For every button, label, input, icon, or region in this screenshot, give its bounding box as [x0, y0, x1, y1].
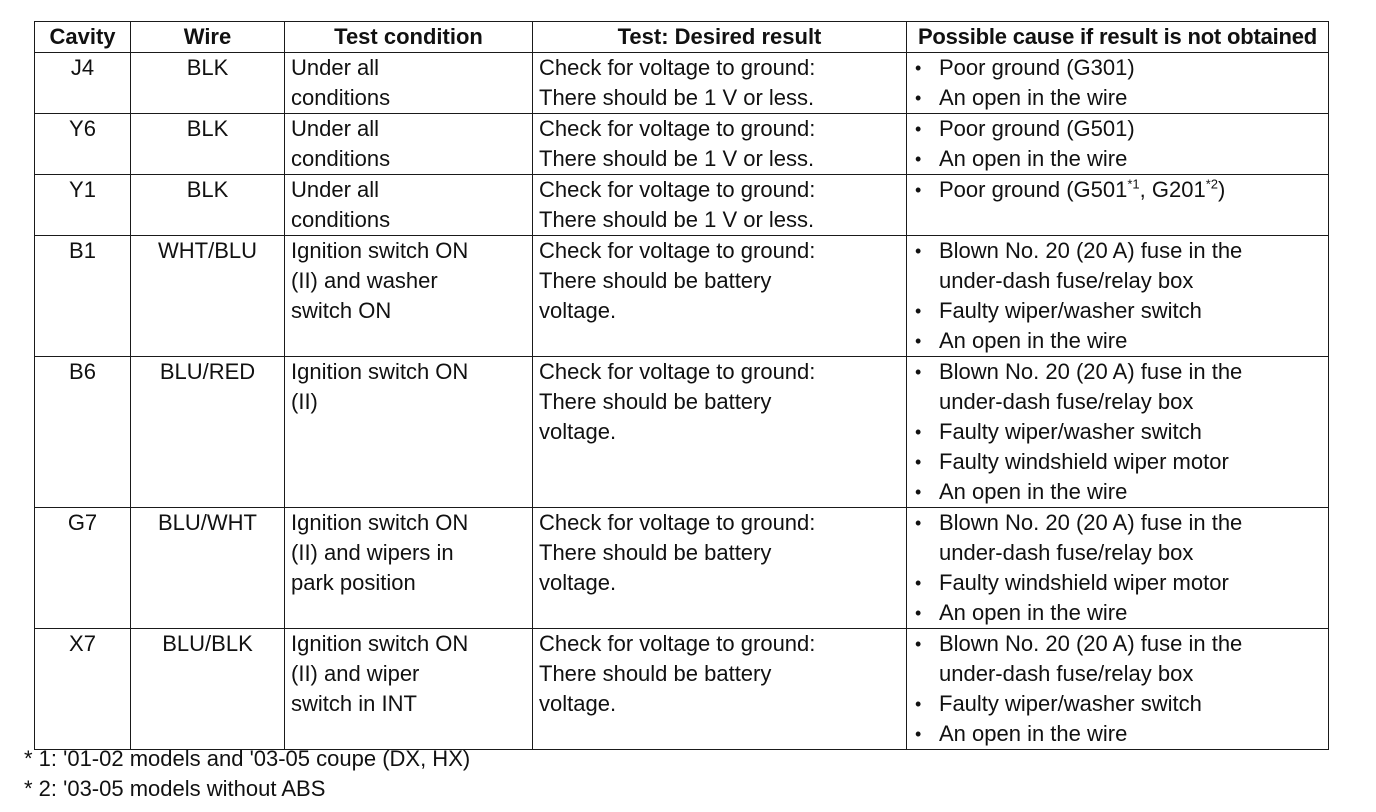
condition-line: (II) [291, 389, 318, 414]
condition-line: (II) and wipers in [291, 540, 454, 565]
cause-list [913, 629, 1322, 749]
cause-item: under-dash fuse/relay box [939, 540, 1194, 565]
result-line: voltage. [539, 419, 617, 444]
cause-list [913, 114, 1322, 174]
result-line: voltage. [539, 298, 617, 323]
result-line: Check for voltage to ground: [539, 177, 816, 202]
table-row [35, 114, 1329, 175]
condition-line: Under all [291, 55, 380, 80]
cause-cell [907, 53, 1329, 114]
cause-item: under-dash fuse/relay box [939, 389, 1194, 414]
condition-line: (II) and wiper [291, 661, 420, 686]
condition-line: Under all [291, 177, 380, 202]
header-possible-cause: Possible cause if result is not obtained [907, 22, 1329, 53]
result-cell [533, 175, 907, 236]
wire-cell: BLK [131, 175, 285, 236]
cause-text: ) [1217, 177, 1226, 202]
wire-cell: BLK [131, 53, 285, 114]
cause-item: • Faulty wiper/washer switch [913, 296, 1322, 326]
result-line: Check for voltage to ground: [539, 55, 816, 80]
footnotes [24, 744, 470, 804]
condition-cell [285, 114, 533, 175]
table-row [35, 629, 1329, 750]
footnote-ref: *1 [1127, 176, 1140, 192]
table-row [35, 236, 1329, 357]
cause-list [913, 236, 1322, 356]
cause-item: • Poor ground (G301) [913, 53, 1322, 83]
cause-item: • An open in the wire [913, 719, 1322, 749]
footnote: * 2: '03-05 models without ABS [24, 776, 326, 801]
condition-line: Ignition switch ON [291, 359, 469, 384]
cause-item: • Faulty wiper/washer switch [913, 689, 1322, 719]
condition-line: switch ON [291, 298, 392, 323]
result-line: There should be 1 V or less. [539, 85, 815, 110]
condition-cell [285, 357, 533, 508]
cause-item: • An open in the wire [913, 477, 1322, 507]
result-line: voltage. [539, 570, 617, 595]
header-test-result: Test: Desired result [533, 22, 907, 53]
condition-cell [285, 236, 533, 357]
wire-cell: BLU/RED [131, 357, 285, 508]
cavity-cell: Y1 [35, 175, 131, 236]
result-cell [533, 508, 907, 629]
header-wire: Wire [131, 22, 285, 53]
cause-item: • Faulty wiper/washer switch [913, 417, 1322, 447]
result-line: Check for voltage to ground: [539, 116, 816, 141]
cause-item: • An open in the wire [913, 144, 1322, 174]
cavity-cell: Y6 [35, 114, 131, 175]
condition-line: switch in INT [291, 691, 417, 716]
result-line: There should be 1 V or less. [539, 207, 815, 232]
cause-cell [907, 629, 1329, 750]
result-line: Check for voltage to ground: [539, 631, 816, 656]
cause-item: • Blown No. 20 (20 A) fuse in the [913, 357, 1322, 387]
cause-item: • An open in the wire [913, 83, 1322, 113]
condition-line: Ignition switch ON [291, 238, 469, 263]
cause-item [913, 175, 1322, 205]
wire-cell: BLU/WHT [131, 508, 285, 629]
table-row [35, 175, 1329, 236]
result-line: Check for voltage to ground: [539, 359, 816, 384]
condition-line: Under all [291, 116, 380, 141]
cause-list [913, 357, 1322, 507]
cavity-cell: X7 [35, 629, 131, 750]
connector-test-table [34, 21, 1329, 750]
cause-item: • Faulty windshield wiper motor [913, 568, 1322, 598]
wire-cell: WHT/BLU [131, 236, 285, 357]
condition-cell [285, 53, 533, 114]
cause-text: , G201 [1139, 177, 1206, 202]
cause-item: • Blown No. 20 (20 A) fuse in the [913, 629, 1322, 659]
cause-item: • Faulty windshield wiper motor [913, 447, 1322, 477]
condition-line: conditions [291, 146, 391, 171]
cause-cell [907, 357, 1329, 508]
condition-line: (II) and washer [291, 268, 438, 293]
cause-item: • Blown No. 20 (20 A) fuse in the [913, 508, 1322, 538]
result-line: There should be battery [539, 540, 772, 565]
cause-item: • An open in the wire [913, 326, 1322, 356]
cause-item: under-dash fuse/relay box [939, 268, 1194, 293]
table-row [35, 53, 1329, 114]
header-test-condition: Test condition [285, 22, 533, 53]
header-cavity: Cavity [35, 22, 131, 53]
result-line: Check for voltage to ground: [539, 238, 816, 263]
cause-item: • Poor ground (G501) [913, 114, 1322, 144]
result-line: Check for voltage to ground: [539, 510, 816, 535]
wire-cell: BLK [131, 114, 285, 175]
result-cell [533, 53, 907, 114]
result-cell [533, 629, 907, 750]
result-cell [533, 236, 907, 357]
cause-item: • An open in the wire [913, 598, 1322, 628]
result-line: voltage. [539, 691, 617, 716]
condition-line: conditions [291, 85, 391, 110]
result-cell [533, 357, 907, 508]
cause-item: • Blown No. 20 (20 A) fuse in the [913, 236, 1322, 266]
condition-cell [285, 629, 533, 750]
header-row [35, 22, 1329, 53]
cause-cell [907, 236, 1329, 357]
cause-cell [907, 508, 1329, 629]
condition-line: Ignition switch ON [291, 510, 469, 535]
result-cell [533, 114, 907, 175]
footnote: * 1: '01-02 models and '03-05 coupe (DX, HX) [24, 746, 471, 771]
cause-cell [907, 114, 1329, 175]
wire-cell: BLU/BLK [131, 629, 285, 750]
cause-list [913, 175, 1322, 205]
cause-cell [907, 175, 1329, 236]
result-line: There should be battery [539, 389, 772, 414]
cause-text: Poor ground (G501 [939, 177, 1128, 202]
condition-cell [285, 175, 533, 236]
table-row [35, 357, 1329, 508]
result-line: There should be battery [539, 661, 772, 686]
cavity-cell: J4 [35, 53, 131, 114]
condition-cell [285, 508, 533, 629]
condition-line: Ignition switch ON [291, 631, 469, 656]
condition-line: conditions [291, 207, 391, 232]
cause-list [913, 508, 1322, 628]
condition-line: park position [291, 570, 416, 595]
result-line: There should be battery [539, 268, 772, 293]
table-row [35, 508, 1329, 629]
cavity-cell: B6 [35, 357, 131, 508]
cause-list [913, 53, 1322, 113]
cause-item: under-dash fuse/relay box [939, 661, 1194, 686]
result-line: There should be 1 V or less. [539, 146, 815, 171]
footnote-ref: *2 [1205, 176, 1218, 192]
cavity-cell: G7 [35, 508, 131, 629]
cavity-cell: B1 [35, 236, 131, 357]
